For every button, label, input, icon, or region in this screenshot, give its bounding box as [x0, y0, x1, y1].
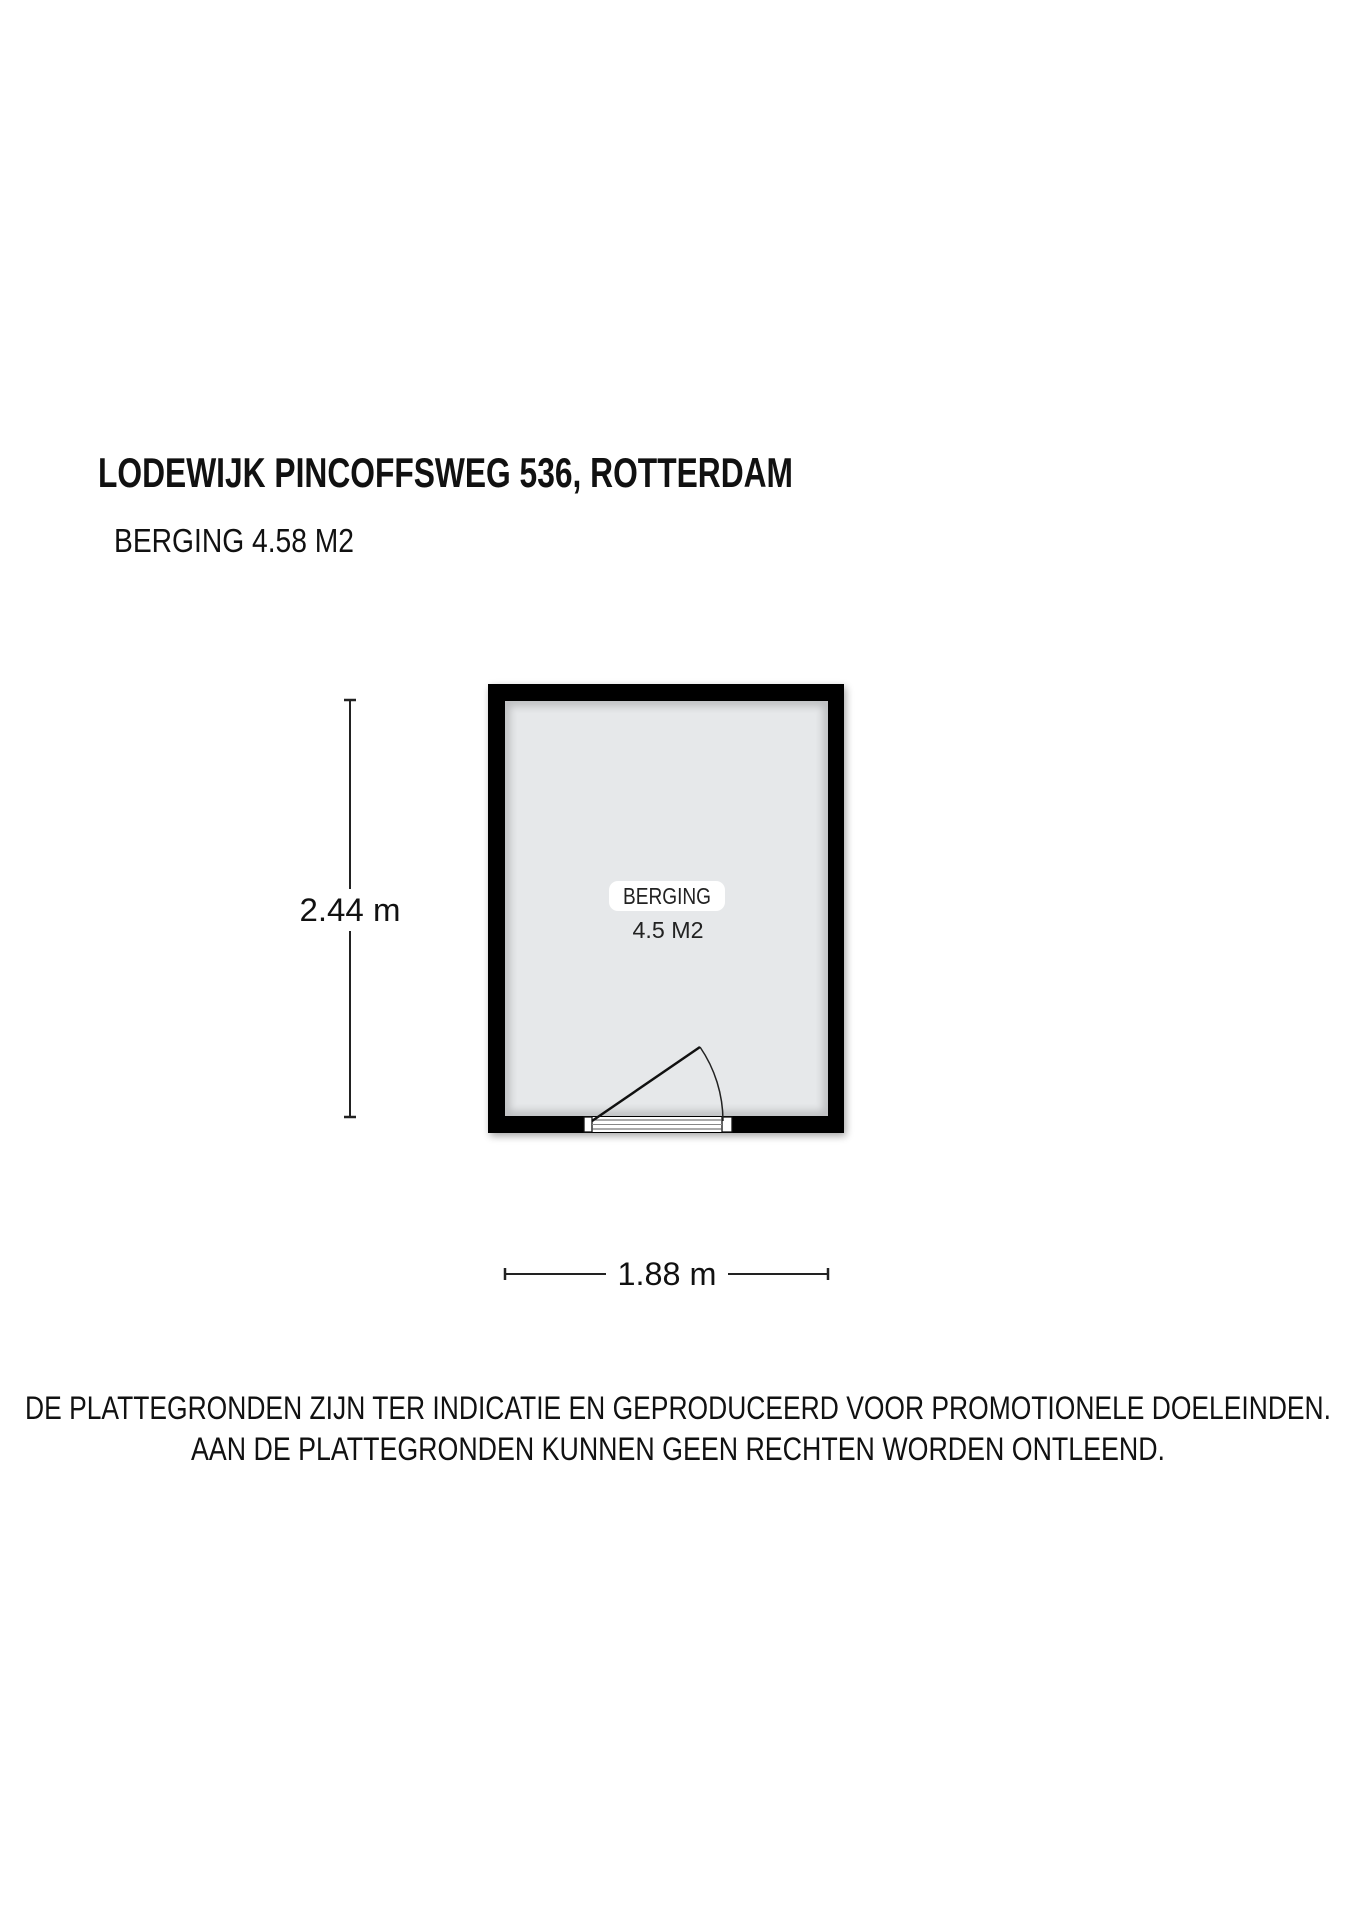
room-area: 4.5 M2	[632, 917, 704, 943]
storage-area-summary: BERGING 4.58 M2	[114, 522, 354, 559]
width-dimension-label: 1.88 m	[617, 1256, 717, 1292]
room-name: BERGING	[623, 883, 711, 909]
disclaimer-line-2: AAN DE PLATTEGRONDEN KUNNEN GEEN RECHTEN WORDEN ONTLEEND.	[191, 1431, 1165, 1467]
height-dimension-label: 2.44 m	[299, 892, 401, 928]
property-address-title: LODEWIJK PINCOFFSWEG 536, ROTTERDAM	[98, 449, 793, 496]
room-berging	[488, 684, 846, 1136]
door-jamb-left	[584, 1117, 592, 1132]
disclaimer-line-1: DE PLATTEGRONDEN ZIJN TER INDICATIE EN GEPRODUCEERD VOOR PROMOTIONELE DOELEINDEN.	[25, 1390, 1331, 1426]
